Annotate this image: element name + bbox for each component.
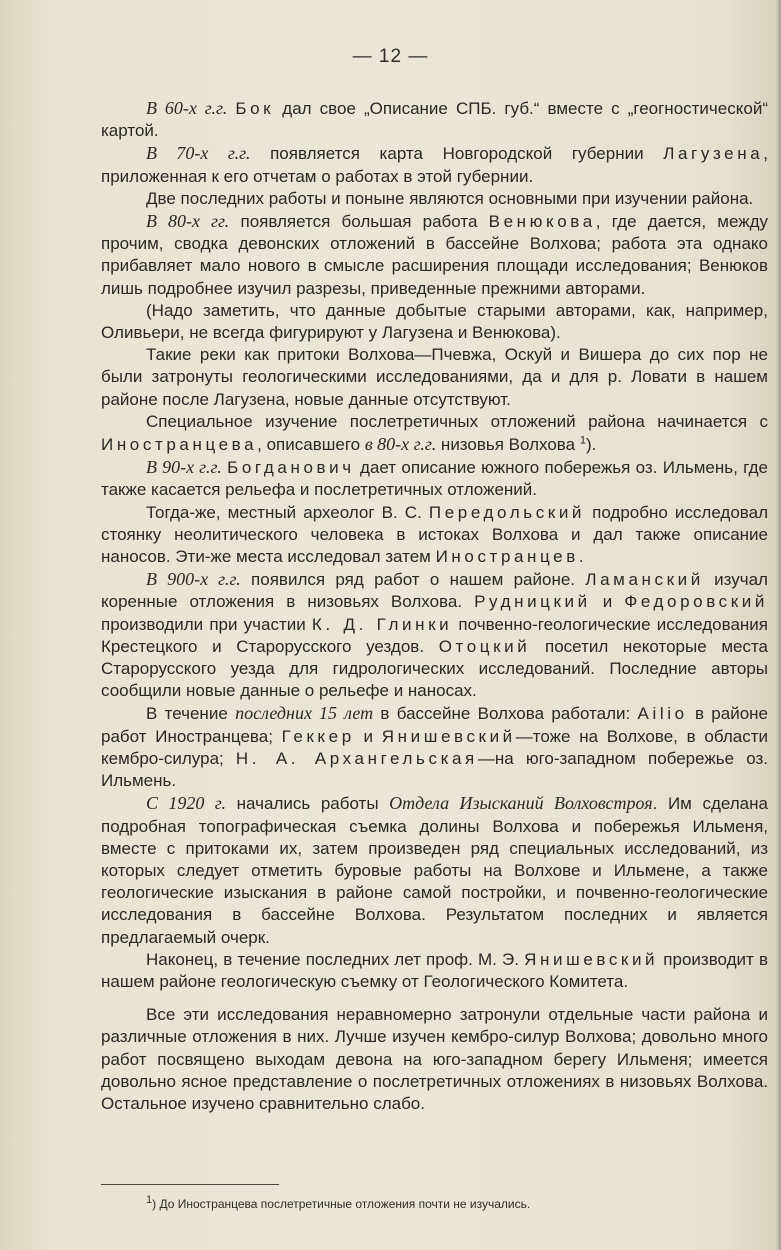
page-number: — 12 — bbox=[352, 46, 429, 67]
paragraph-9 bbox=[101, 502, 768, 569]
author-name: Рудницкий bbox=[474, 592, 591, 612]
date-phrase: С 1920 г. bbox=[146, 793, 227, 814]
organization-name: Отдела Изысканий Волховстроя bbox=[389, 793, 653, 814]
paragraph-14: Все эти исследования неравномерно затронули отдельные части района и различные отложения в них. Лучше изучен кембро-силур Волхова; довольно много работ посвящено выходам девона на юго-западном берегу Ильменя; имеется довольно ясное представление о послетретичных отложениях в низовьях Волхова. Остальное изучено сравнительно слабо. bbox=[101, 1005, 768, 1113]
author-name: Ailio bbox=[637, 704, 688, 724]
author-name: К. Д. Глинки bbox=[311, 614, 453, 634]
paragraph-11 bbox=[101, 702, 768, 792]
paragraph-3: Две последних работы и поныне являются основными при изучении района. bbox=[146, 188, 754, 208]
text-run: . Им сделана подробная топографическая съемка долины Волхова и побережья Ильменя, вместе с притоками их, затем произведен ряд специальных исследований, из которых следует отметить буровые работы на Волхове и Ильмене, а также геологические изыскания в районе самой постройки, и почвенно-геологические исследования в бассейне Волхова. Результатом последних и является предлагаемый очерк. bbox=[101, 794, 768, 947]
text-run: подробно исследовал стоянку неолитического человека в истоках Волхова и дал также описание наносов. Эти-же места исследовал затем bbox=[101, 502, 768, 567]
author-name: Иностранцев bbox=[435, 547, 579, 567]
author-name: Иностранцева bbox=[101, 435, 258, 455]
paragraph-4 bbox=[101, 210, 768, 300]
author-name: Ламанский bbox=[585, 570, 704, 590]
body-text bbox=[101, 97, 768, 1115]
paragraph-12 bbox=[101, 792, 768, 948]
text-run: производит в нашем районе геологическую съемку от Геологического Комитета. bbox=[101, 949, 768, 991]
author-name: Богданович bbox=[227, 458, 355, 478]
paragraph-13 bbox=[101, 949, 768, 993]
footnote-text: ) До Иностранцева послетретичные отложения почти не изучались. bbox=[152, 1197, 531, 1211]
author-name: Лагузена bbox=[663, 144, 764, 164]
author-name: Федоровский bbox=[624, 592, 768, 612]
text-run: . bbox=[578, 547, 584, 567]
text-run: дал свое „Описание СПБ. губ.“ вместе с „геогностической“ картой. bbox=[101, 99, 768, 141]
text-run: В течение bbox=[146, 704, 236, 724]
text-run: изучал коренные отложения в низовьях Волхова. bbox=[101, 570, 768, 612]
footnote-marker: 1 bbox=[146, 1194, 153, 1206]
text-run: ). bbox=[585, 435, 597, 455]
paragraph-10 bbox=[101, 568, 768, 702]
text-run: дает описание южного побережья оз. Ильмень, где также касается рельефа и послетретичных отложений. bbox=[101, 458, 768, 500]
paragraph-2 bbox=[101, 142, 768, 187]
footnote-ref: 1 bbox=[579, 434, 586, 447]
text-run: появляется большая работа bbox=[229, 212, 489, 232]
text-run: производили при участии bbox=[101, 614, 312, 634]
footnote-divider bbox=[101, 1184, 279, 1185]
paragraph-5: (Надо заметить, что данные добытые старыми авторами, как, например, Оливьери, не всегда фигурируют у Лагузена и Венюкова). bbox=[101, 300, 768, 343]
paragraph-1 bbox=[101, 97, 768, 142]
author-name: Геккер bbox=[281, 726, 355, 746]
author-name: Янишевский bbox=[381, 726, 516, 746]
author-name: Янишевский bbox=[524, 949, 659, 969]
author-name: Передольский bbox=[428, 502, 586, 522]
text-run: и bbox=[590, 592, 625, 612]
text-run: , приложенная к его отчетам о работах в этой губернии. bbox=[101, 144, 768, 186]
paragraph-6: Такие реки как притоки Волхова—Пчевжа, Оскуй и Вишера до сих пор не были затронуты геологическими исследованиями, да и для р. Ловати в нашем районе после Лагузена, новые данные отсутствуют. bbox=[101, 345, 768, 409]
page-edge-shadow bbox=[776, 0, 781, 1250]
author-name: Н. А. Архангельская bbox=[235, 748, 478, 768]
text-run: появился ряд работ о нашем районе. bbox=[240, 570, 586, 590]
author-name: Отоцкий bbox=[438, 636, 531, 656]
text-run: , описавшего bbox=[257, 435, 365, 455]
text-run: посетил некоторые места Старорусского уезда для гидрологических исследований. Последние авторы сообщили новые данные о рельефе и наносах. bbox=[101, 636, 769, 701]
date-phrase: В 80-х гг. bbox=[146, 211, 230, 232]
author-name: Венюкова bbox=[488, 212, 596, 232]
text-run: и bbox=[354, 726, 382, 746]
date-phrase: в 80-х г.г. bbox=[364, 434, 437, 455]
emphasis-phrase: последних 15 лет bbox=[235, 703, 374, 724]
text-run: в бассейне Волхова работали: bbox=[373, 704, 638, 724]
text-run: Наконец, в течение последних лет проф. М. Э. bbox=[146, 949, 525, 969]
paragraph-8 bbox=[101, 456, 768, 501]
text-run: —тоже на Волхове, в области кембро-силура; bbox=[101, 726, 768, 768]
date-phrase: В 60-х г.г. bbox=[146, 98, 228, 118]
text-run: , где дается, между прочим, сводка девонских отложений в бассейне Волхова; работа эта однако прибавляет мало нового в смысле расширения площади исследования; Венюков лишь подробнее изучил разрезы, приведенные прежними авторами. bbox=[101, 212, 769, 298]
date-phrase: В 90-х г.г. bbox=[146, 457, 222, 478]
text-run: —на юго-западном побережье оз. Ильмень. bbox=[101, 748, 768, 791]
date-phrase: В 70-х г.г. bbox=[146, 143, 251, 164]
paragraph-7 bbox=[101, 411, 768, 456]
text-run: Тогда-же, местный археолог В. С. bbox=[146, 502, 429, 522]
author-name: Бок bbox=[235, 99, 275, 118]
text-run: появляется карта Новгородской губернии bbox=[250, 144, 664, 164]
date-phrase: В 900-х г.г. bbox=[146, 569, 241, 590]
text-run: низовья Волхова bbox=[436, 435, 580, 455]
text-run: начались работы bbox=[226, 794, 390, 814]
text-run: почвенно-геологические исследования Крестецкого и Старорусского уездов. bbox=[101, 614, 768, 656]
text-run: Специальное изучение послетретичных отложений района начинается с bbox=[146, 411, 768, 431]
footnote bbox=[146, 1196, 746, 1212]
text-run: в районе работ Иностранцева; bbox=[101, 704, 768, 746]
